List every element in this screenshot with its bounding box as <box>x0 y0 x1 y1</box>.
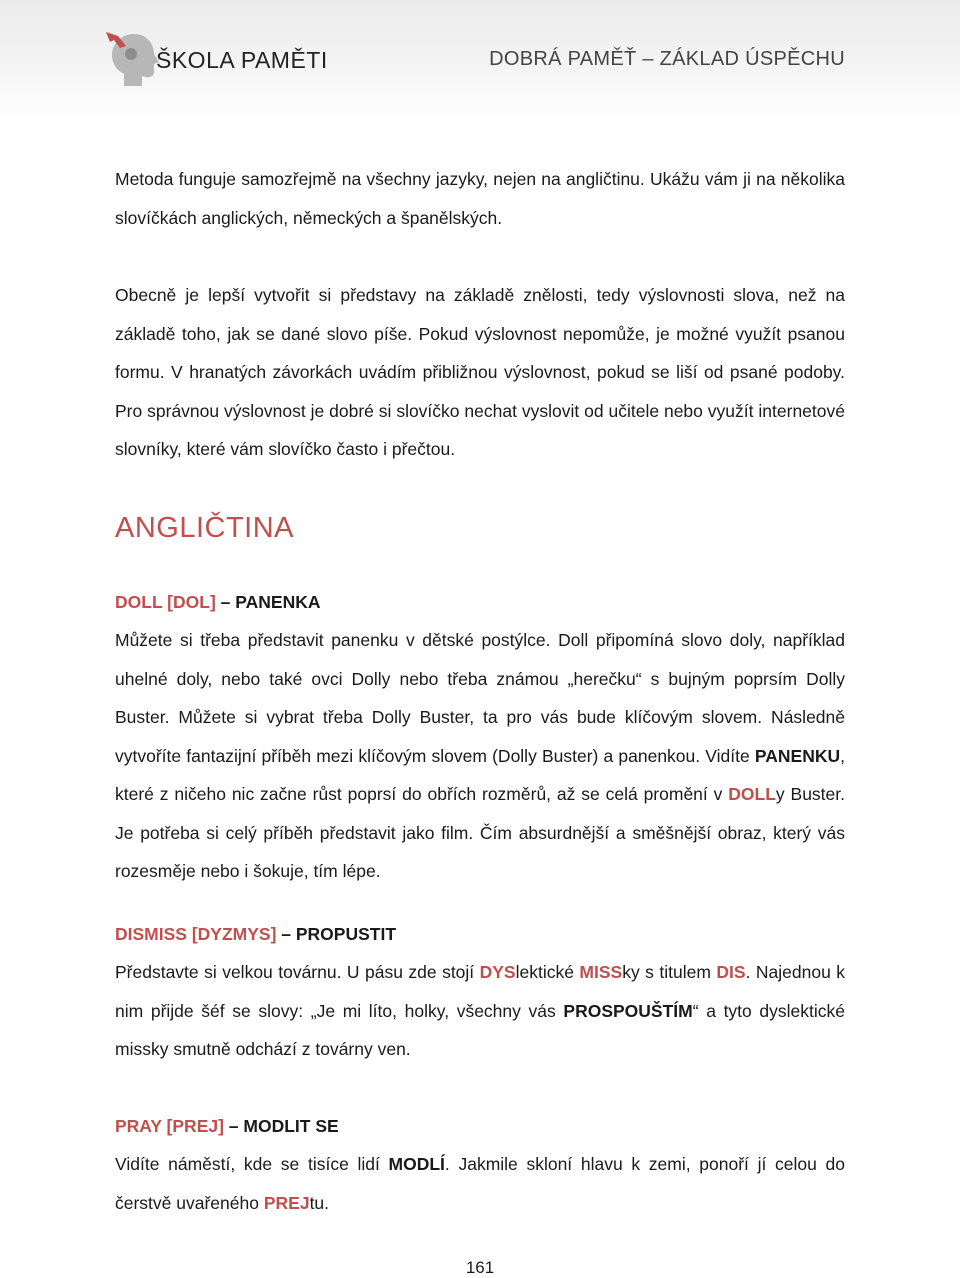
text-segment: . Jakmile skloní hlavu k zemi, ponoří jí celou do čerstvě uvařeného <box>115 1154 845 1213</box>
keyword-highlight: DYS <box>479 962 516 982</box>
text-segment: lektické <box>515 962 580 982</box>
text-segment: y Buster. Je potřeba si celý příběh představit jako film. Čím absurdnější a směšnější obraz, který vás rozesměje nebo i šokuje, tím lépe. <box>115 784 845 881</box>
text-segment: Představte si velkou továrnu. U pásu zde stojí <box>115 962 480 982</box>
entry-heading-dismiss <box>115 924 396 945</box>
intro-paragraph-1: Metoda funguje samozřejmě na všechny jazyky, nejen na angličtinu. Ukážu vám ji na několika slovíčkách anglických, německých a španělských. <box>115 169 845 228</box>
entry-word: DISMISS [DYZMYS] <box>115 924 277 944</box>
keyword-highlight: MODLÍ <box>388 1154 445 1174</box>
entry-text-dismiss <box>115 953 845 1069</box>
text-segment: tu. <box>309 1192 330 1213</box>
keyword-highlight: DIS <box>716 962 746 982</box>
entry-dash: – <box>215 592 236 612</box>
keyword-highlight: PROSPOUŠTÍM <box>563 1000 693 1021</box>
entry-word: DOLL [DOL] <box>115 592 216 612</box>
keyword-highlight: MISS <box>579 962 623 982</box>
text-segment: ky s titulem <box>622 962 717 982</box>
text-segment: . Najednou k nim přijde šéf se slovy: „Je mi líto, holky, všechny vás <box>115 962 845 1021</box>
entry-dash: – <box>223 1116 244 1136</box>
text-segment: , které z ničeho nic začne růst poprsí do obřích rozměrů, až se celá promění v <box>115 745 845 804</box>
entry-text-pray <box>115 1145 845 1222</box>
keyword-highlight: PANENKU <box>754 745 841 766</box>
head-logo-icon <box>104 28 164 88</box>
text-segment: “ a tyto dyslektické missky smutně odchází z továrny ven. <box>115 1000 845 1059</box>
page-header <box>0 0 960 120</box>
entry-word: PRAY [PREJ] <box>115 1116 224 1136</box>
logo-text: ŠKOLA PAMĚTI <box>156 47 328 73</box>
entry-heading-pray <box>115 1116 339 1137</box>
text-segment: Vidíte náměstí, kde se tisíce lidí <box>115 1154 389 1174</box>
header-title: DOBRÁ PAMĚŤ – ZÁKLAD ÚSPĚCHU <box>489 48 845 70</box>
intro-paragraph-2: Obecně je lepší vytvořit si představy na základě znělosti, tedy výslovnosti slova, než na základě toho, jak se dané slovo píše. Pokud výslovnost nepomůže, je možné využít psanou formu. V hranatých závorkách uvádím přibližnou výslovnost, pokud se liší od psané podoby. Pro správnou výslovnost je dobré si slovíčko nechat vyslovit od učitele nebo využít internetové slovníky, které vám slovíčko často i přečtou. <box>115 285 845 459</box>
section-title: ANGLIČTINA <box>115 512 295 544</box>
text-segment: Můžete si třeba představit panenku v dětské postýlce. Doll připomíná slovo doly, například uhelné doly, nebo také ovci Dolly nebo třeba známou „herečku“ s bujným poprsím Dolly Buster. Můžete si vybrat třeba Dolly Buster, ta pro vás bude klíčovým slovem. Následně vytvoříte fantazijní příběh mezi klíčovým slovem (Dolly Buster) a panenkou. Vidíte <box>115 630 845 766</box>
keyword-highlight: PREJ <box>263 1192 310 1213</box>
entry-dash: – <box>276 924 296 944</box>
entry-meaning: PROPUSTIT <box>295 924 397 944</box>
entry-meaning: MODLIT SE <box>243 1116 339 1136</box>
page-number: 161 <box>465 1258 495 1277</box>
entry-heading-doll <box>115 592 321 613</box>
entry-text-doll <box>115 621 845 891</box>
keyword-highlight: DOLL <box>728 784 776 804</box>
entry-meaning: PANENKA <box>235 592 321 612</box>
